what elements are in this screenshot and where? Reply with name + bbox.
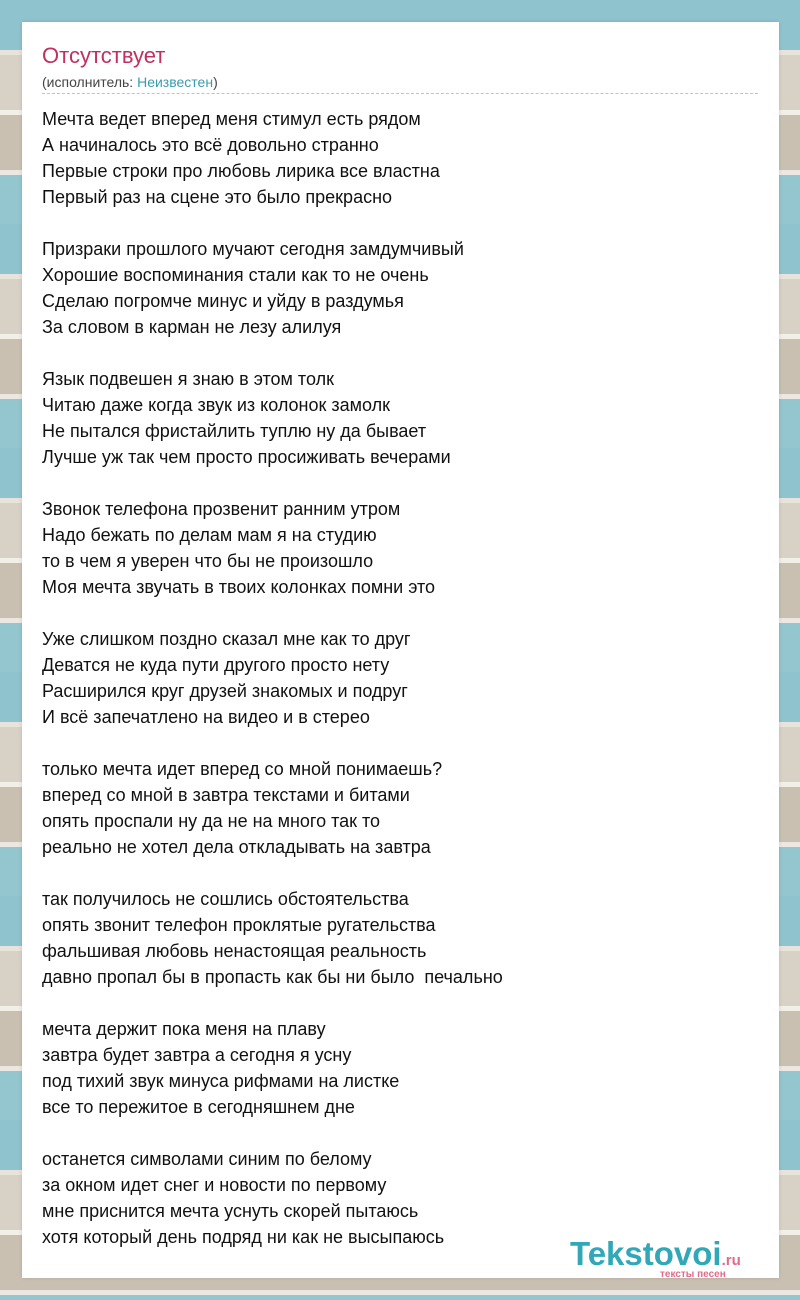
lyric-line: давно пропал бы в пропасть как бы ни было печально bbox=[42, 967, 503, 987]
lyric-line: Звонок телефона прозвенит ранним утром bbox=[42, 499, 401, 519]
artist-line bbox=[42, 73, 218, 91]
lyric-line: А начиналось это всё довольно странно bbox=[42, 135, 379, 155]
logo-text: Tekstovoi bbox=[570, 1235, 722, 1272]
lyrics-body bbox=[42, 106, 742, 1250]
lyric-line: мне приснится мечта уснуть скорей пытаюсь bbox=[42, 1201, 419, 1221]
lyric-line: Лучше уж так чем просто просиживать вечерами bbox=[42, 447, 451, 467]
lyric-line: Уже слишком поздно сказал мне как то друг bbox=[42, 629, 411, 649]
lyric-line: останется символами синим по белому bbox=[42, 1149, 372, 1169]
tekstovoi-logo[interactable] bbox=[570, 1234, 775, 1280]
lyrics-card bbox=[22, 22, 779, 1278]
song-title: Отсутствует bbox=[42, 43, 166, 68]
lyric-line: опять проспали ну да не на много так то bbox=[42, 811, 381, 831]
stanza bbox=[42, 1016, 742, 1120]
lyric-line: все то пережитое в сегодняшнем дне bbox=[42, 1097, 355, 1117]
stanza bbox=[42, 106, 742, 210]
lyric-line: то в чем я уверен что бы не произошло bbox=[42, 551, 374, 571]
stanza bbox=[42, 756, 742, 860]
lyric-line: Призраки прошлого мучают сегодня замдумчивый bbox=[42, 239, 464, 259]
lyric-line: Расширился круг друзей знакомых и подруг bbox=[42, 681, 408, 701]
artist-prefix: (исполнитель: bbox=[42, 74, 138, 90]
logo-tagline: тексты песен bbox=[660, 1269, 726, 1280]
lyric-line: Деватся не куда пути другого просто нету bbox=[42, 655, 390, 675]
lyric-line: хотя который день подряд ни как не высыпаюсь bbox=[42, 1227, 445, 1247]
lyric-line: Хорошие воспоминания стали как то не очень bbox=[42, 265, 429, 285]
lyric-line: так получилось не сошлись обстоятельства bbox=[42, 889, 409, 909]
lyric-line: за окном идет снег и новости по первому bbox=[42, 1175, 387, 1195]
dashed-divider bbox=[42, 93, 758, 94]
lyric-line: под тихий звук минуса рифмами на листке bbox=[42, 1071, 400, 1091]
lyric-line: Язык подвешен я знаю в этом толк bbox=[42, 369, 334, 389]
stanza bbox=[42, 236, 742, 340]
lyric-line: мечта держит пока меня на плаву bbox=[42, 1019, 326, 1039]
lyric-line: Читаю даже когда звук из колонок замолк bbox=[42, 395, 391, 415]
artist-suffix: ) bbox=[213, 74, 218, 90]
stanza bbox=[42, 366, 742, 470]
lyric-line: Моя мечта звучать в твоих колонках помни это bbox=[42, 577, 436, 597]
lyric-line: опять звонит телефон проклятые ругательства bbox=[42, 915, 436, 935]
lyric-line: Сделаю погромче минус и уйду в раздумья bbox=[42, 291, 404, 311]
lyric-line: Надо бежать по делам мам я на студию bbox=[42, 525, 377, 545]
lyric-line: Первый раз на сцене это было прекрасно bbox=[42, 187, 393, 207]
lyric-line: Не пытался фристайлить туплю ну да бывает bbox=[42, 421, 427, 441]
logo-tld: .ru bbox=[721, 1252, 741, 1269]
stanza bbox=[42, 886, 742, 990]
lyric-line: За словом в карман не лезу алилуя bbox=[42, 317, 342, 337]
artist-link[interactable]: Неизвестен bbox=[137, 74, 214, 90]
stanza bbox=[42, 496, 742, 600]
lyric-line: Мечта ведет вперед меня стимул есть рядом bbox=[42, 109, 421, 129]
lyric-line: фальшивая любовь ненастоящая реальность bbox=[42, 941, 427, 961]
lyric-line: реально не хотел дела откладывать на завтра bbox=[42, 837, 431, 857]
lyric-line: вперед со мной в завтра текстами и битами bbox=[42, 785, 410, 805]
stanza bbox=[42, 626, 742, 730]
lyric-line: завтра будет завтра а сегодня я усну bbox=[42, 1045, 352, 1065]
lyric-line: Первые строки про любовь лирика все властна bbox=[42, 161, 440, 181]
lyric-line: И всё запечатлено на видео и в стерео bbox=[42, 707, 370, 727]
lyric-line: только мечта идет вперед со мной понимаешь? bbox=[42, 759, 443, 779]
